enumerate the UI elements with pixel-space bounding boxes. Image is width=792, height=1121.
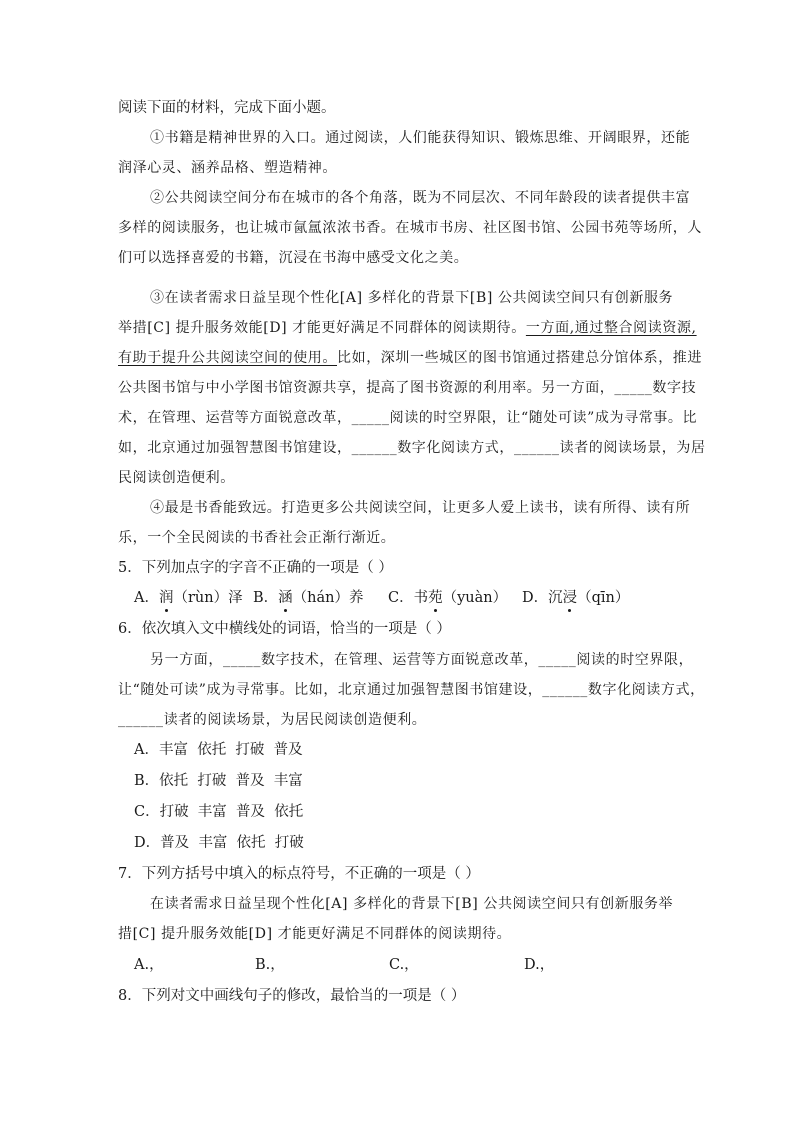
dotted-char: 苑 (428, 590, 443, 606)
option-b: B.， (255, 957, 285, 973)
underlined-sentence: 一方面,通过整合阅读资源, (525, 320, 697, 336)
option-d: D．普及 丰富 依托 打破 (134, 835, 304, 851)
option-d: D.， (524, 957, 555, 973)
option-label: B． (253, 590, 279, 606)
option-text: （hán）养 (292, 590, 364, 606)
paragraph-line: ①书籍是精神世界的入口。通过阅读，人们能获得知识、锻炼思维、开阔眼界，还能 (150, 130, 691, 146)
option-a: A.， (134, 957, 164, 973)
paragraph-line: 如，北京通过加强智慧图书馆建设，______数字化阅读方式，______读者的阅读场景，为居 (118, 440, 706, 456)
question-passage-line: 在读者需求日益呈现个性化[A] 多样化的背景下[B] 公共阅读空间只有创新服务举 (150, 896, 674, 912)
paragraph-line: 乐，一个全民阅读的书香社会正渐行渐近。 (118, 530, 396, 546)
dotted-char: 浸 (562, 590, 578, 606)
paragraph-text: 比如，深圳一些城区的图书馆通过搭建总分馆体系，推进 (337, 350, 702, 366)
question-stem: 7．下列方括号中填入的标点符号，不正确的一项是（ ） (118, 866, 480, 882)
option-b (253, 588, 363, 608)
question-passage-line: 让“随处可读”成为寻常事。比如，北京通过加强智慧图书馆建设，______数字化阅读方式， (118, 682, 705, 698)
question-stem: 5．下列加点字的字音不正确的一项是（ ） (118, 560, 393, 576)
underlined-sentence: 有助于提升公共阅读空间的使用。 (118, 350, 337, 366)
question-stem: 6．依次填入文中横线处的词语，恰当的一项是（ ） (118, 621, 451, 637)
paragraph-line: 们可以选择喜爱的书籍，沉浸在书海中感受文化之美。 (118, 250, 469, 266)
option-label: C．书 (388, 590, 429, 606)
paragraph-line: 公共图书馆与中小学图书馆资源共享，提高了图书资源的利用率。另一方面，_____数字技 (118, 380, 697, 396)
option-text: （rùn）泽 (173, 590, 243, 606)
option-label: A． (134, 590, 159, 606)
paragraph-text: 举措[C] 提升服务效能[D] 才能更好满足不同群体的阅读期待。 (118, 320, 526, 336)
question-passage-line: ______读者的阅读场景，为居民阅读创造便利。 (118, 712, 427, 728)
option-a (134, 588, 243, 608)
question-stem: 8．下列对文中画线句子的修改，最恰当的一项是（ ） (118, 988, 466, 1004)
question-passage-line: 措[C] 提升服务效能[D] 才能更好满足不同群体的阅读期待。 (118, 926, 512, 942)
option-d (522, 588, 629, 608)
paragraph-line: ③在读者需求日益呈现个性化[A] 多样化的背景下[B] 公共阅读空间只有创新服务 (150, 290, 674, 306)
option-a: A．丰富 依托 打破 普及 (134, 742, 303, 758)
paragraph-line (118, 318, 697, 338)
paragraph-line: ④最是书香能致远。打造更多公共阅读空间，让更多人爱上读书，读有所得、读有所 (150, 500, 691, 516)
paragraph-line: 润泽心灵、涵养品格、塑造精神。 (118, 160, 337, 176)
paragraph-line: 术，在管理、运营等方面锐意改革，_____阅读的时空界限，让“随处可读”成为寻常事。比 (118, 410, 698, 426)
paragraph-line: 民阅读创造便利。 (118, 470, 235, 486)
option-b: B．依托 打破 普及 丰富 (134, 773, 303, 789)
paragraph-line (118, 348, 702, 368)
option-c: C.， (389, 957, 419, 973)
option-c: C．打破 丰富 普及 依托 (134, 804, 304, 820)
question-passage-line: 另一方面，_____数字技术，在管理、运营等方面锐意改革，_____阅读的时空界限， (150, 652, 694, 668)
paragraph-line: 多样的阅读服务，也让城市氤氲浓浓书香。在城市书房、社区图书馆、公园书苑等场所，人 (118, 220, 702, 236)
option-text: （yuàn） (442, 590, 508, 606)
dotted-char: 涵 (278, 590, 293, 606)
option-text: （qīn） (577, 590, 630, 606)
paragraph-line: ②公共阅读空间分布在城市的各个角落，既为不同层次、不同年龄段的读者提供丰富 (150, 190, 691, 206)
intro: 阅读下面的材料，完成下面小题。 (118, 100, 336, 116)
option-c (388, 588, 507, 608)
dotted-char: 润 (158, 590, 174, 606)
option-label: D．沉 (522, 590, 563, 606)
